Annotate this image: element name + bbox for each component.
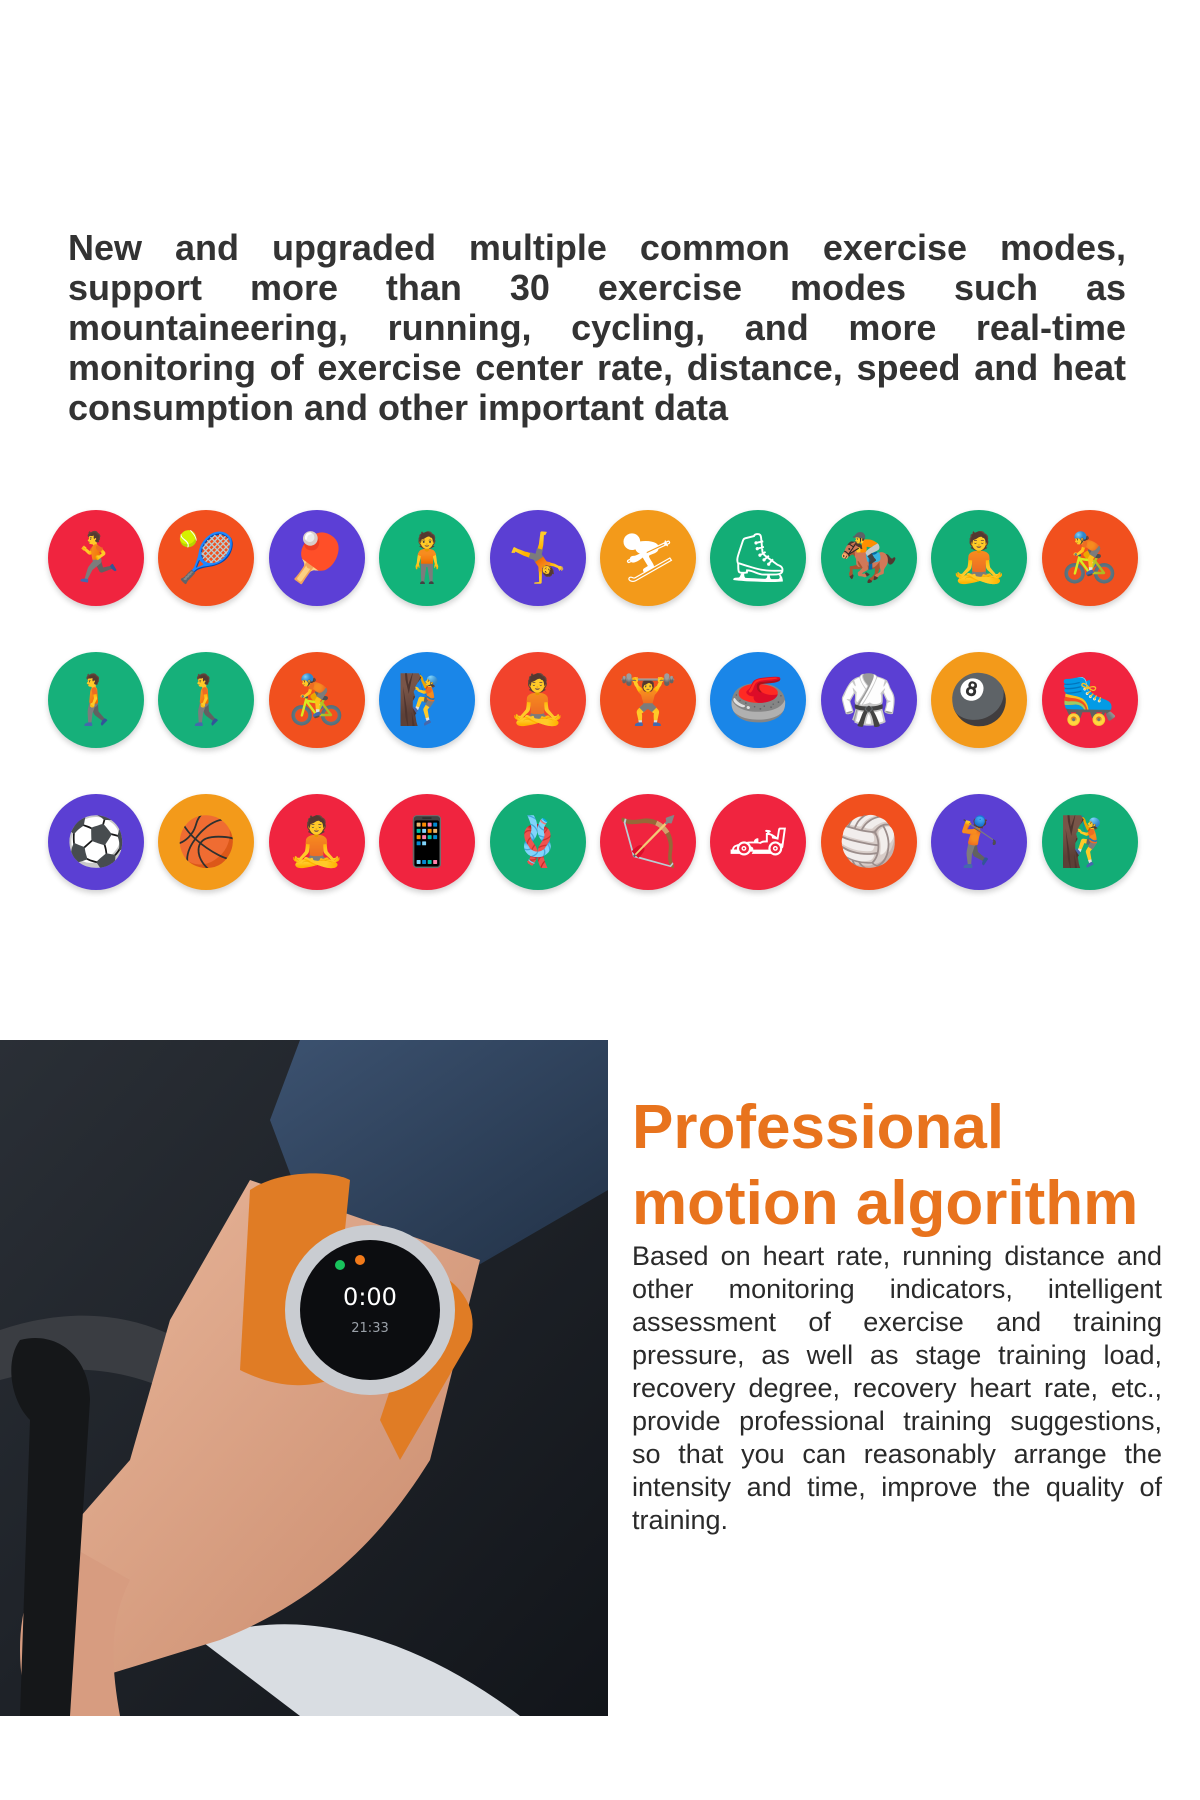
billiards-icon xyxy=(931,652,1027,748)
martial-arts-icon xyxy=(490,510,586,606)
racing-car-icon xyxy=(710,794,806,890)
meditation-icon-glyph: 🧘 xyxy=(286,814,347,870)
football-running-icon xyxy=(48,510,144,606)
hiking-icon xyxy=(158,652,254,748)
tug-of-war-icon xyxy=(490,794,586,890)
walking-icon xyxy=(48,652,144,748)
yoga-icon-glyph: 🧘 xyxy=(949,530,1009,586)
curling-icon-glyph: 🥌 xyxy=(728,672,789,728)
mountaineering-icon-glyph: 🧗 xyxy=(397,672,458,728)
feature-title-line2: motion algorithm xyxy=(632,1169,1139,1238)
cycling-icon-glyph: 🚴 xyxy=(286,672,347,728)
skating-icon xyxy=(710,510,806,606)
skiing-icon-glyph: ⛷ xyxy=(617,530,679,586)
skating-icon-glyph: ⛸ xyxy=(727,530,789,586)
phone-exercise-icon-glyph: 📱 xyxy=(397,814,458,870)
jump-rope-icon-glyph: 🧍 xyxy=(397,530,458,586)
archery-icon-glyph: 🏹 xyxy=(618,814,678,870)
archery-icon xyxy=(600,794,696,890)
tennis-icon xyxy=(158,510,254,606)
tug-of-war-icon-glyph: 🪢 xyxy=(507,814,568,870)
horse-riding-icon xyxy=(821,510,917,606)
racing-car-icon-glyph: 🏎 xyxy=(727,814,789,870)
billiards-icon-glyph: 🎱 xyxy=(949,672,1009,728)
roller-skating-icon xyxy=(1042,652,1138,748)
soccer-icon-glyph: ⚽ xyxy=(66,814,126,870)
table-tennis-icon xyxy=(269,510,365,606)
yoga-icon xyxy=(931,510,1027,606)
golf-icon xyxy=(931,794,1027,890)
basketball-icon-glyph: 🏀 xyxy=(176,814,237,870)
roller-skating-icon-glyph: 🛼 xyxy=(1059,672,1120,728)
volleyball-icon-glyph: 🏐 xyxy=(838,814,899,870)
stretching-icon-glyph: 🧘 xyxy=(507,672,568,728)
karate-icon xyxy=(821,652,917,748)
triathlon-icon-glyph: 🚴 xyxy=(1059,530,1120,586)
soccer-icon xyxy=(48,794,144,890)
tennis-icon-glyph: 🎾 xyxy=(176,530,237,586)
feature-title xyxy=(632,1090,1172,1242)
phone-exercise-icon xyxy=(379,794,475,890)
feature-title-line1: Professional xyxy=(632,1093,1005,1162)
exercise-modes-grid xyxy=(48,510,1152,890)
martial-arts-icon-glyph: 🤸 xyxy=(507,530,568,586)
volleyball-icon xyxy=(821,794,917,890)
karate-icon-glyph: 🥋 xyxy=(838,672,899,728)
curling-icon xyxy=(710,652,806,748)
skiing-icon xyxy=(600,510,696,606)
cycling-icon xyxy=(269,652,365,748)
table-tennis-icon-glyph: 🏓 xyxy=(286,530,347,586)
meditation-icon xyxy=(269,794,365,890)
jump-rope-icon xyxy=(379,510,475,606)
feature-description: Based on heart rate, running distance and other monitoring indicators, intelligent assessment of exercise and training pressure, as well as stage training load, recovery degree, recovery heart rate, etc., provide professional training suggestions, so that you can reasonably arrange the intensity and time, improve the quality of training. xyxy=(632,1241,1162,1535)
horse-riding-icon-glyph: 🏇 xyxy=(838,530,899,586)
golf-icon-glyph: 🏌 xyxy=(949,814,1009,870)
sit-up-icon xyxy=(600,652,696,748)
sit-up-icon-glyph: 🏋 xyxy=(618,672,678,728)
football-running-icon-glyph: 🏃 xyxy=(66,530,126,586)
hiking-icon-glyph: 🚶 xyxy=(176,672,237,728)
watch-screen-time: 0:00 xyxy=(343,1283,397,1311)
climbing-wall-icon-glyph: 🧗 xyxy=(1059,814,1120,870)
basketball-icon xyxy=(158,794,254,890)
smartwatch-photo xyxy=(0,1040,608,1716)
intro-text: New and upgraded multiple common exercise modes, support more than 30 exercise modes such as mountaineering, running, cycling, and more real-time monitoring of exercise center rate, distance, speed and heat consumption and other important data xyxy=(68,227,1126,428)
triathlon-icon xyxy=(1042,510,1138,606)
watch-screen-clock: 21:33 xyxy=(351,1321,389,1336)
climbing-wall-icon xyxy=(1042,794,1138,890)
stretching-icon xyxy=(490,652,586,748)
mountaineering-icon xyxy=(379,652,475,748)
walking-icon-glyph: 🚶 xyxy=(66,672,126,728)
